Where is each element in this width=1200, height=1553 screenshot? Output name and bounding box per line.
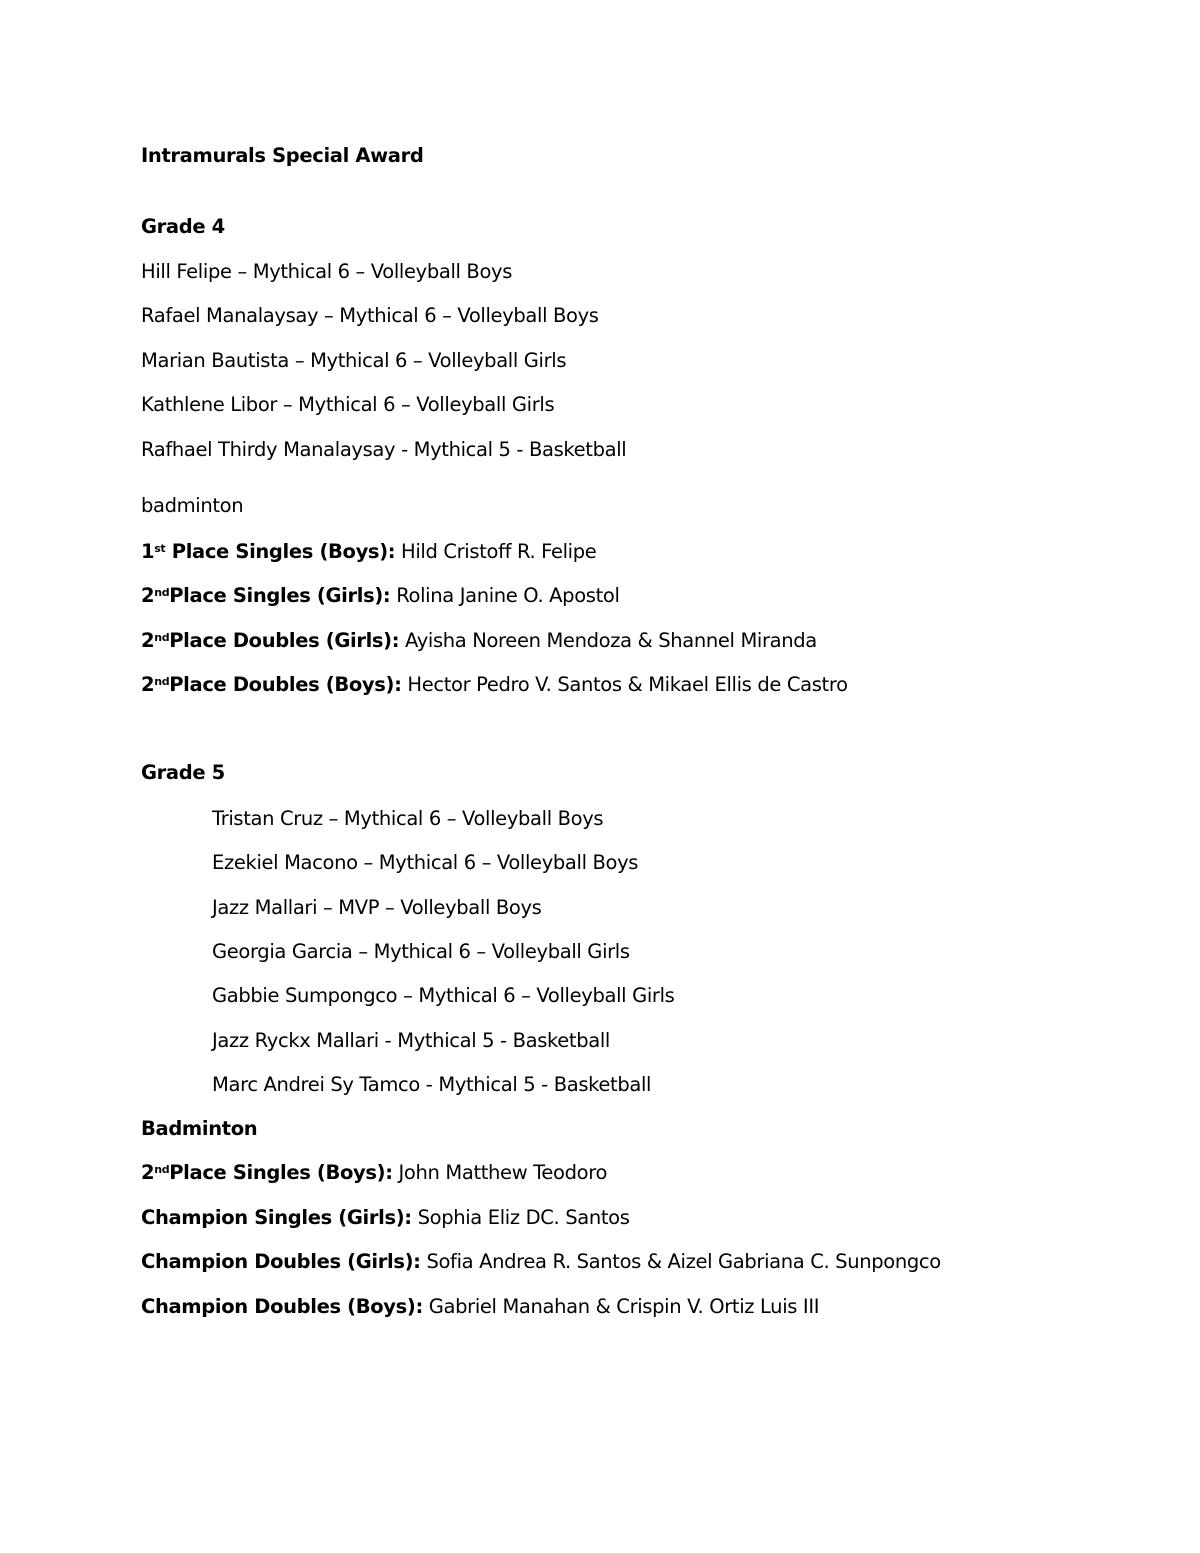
winner-names: Sofia Andrea R. Santos & Aizel Gabriana C. Sunpongco <box>420 1250 941 1273</box>
badminton-heading: badminton <box>141 494 244 517</box>
event-label: Place Doubles (Boys): <box>169 673 402 696</box>
award-line: Jazz Mallari – MVP – Volleyball Boys <box>212 896 542 919</box>
place-number: 1 <box>141 540 155 563</box>
winner-names: Ayisha Noreen Mendoza & Shannel Miranda <box>399 629 817 652</box>
award-line: Rafael Manalaysay – Mythical 6 – Volleyball Boys <box>141 304 599 327</box>
event-label: Champion Doubles (Boys): <box>141 1295 423 1318</box>
badminton-heading: Badminton <box>141 1117 258 1140</box>
winner-names: Hild Cristoff R. Felipe <box>395 540 597 563</box>
award-line: Gabbie Sumpongco – Mythical 6 – Volleyball Girls <box>212 984 675 1007</box>
place-suffix: st <box>154 542 166 555</box>
event-label: Place Singles (Boys): <box>169 1161 393 1184</box>
place-suffix: nd <box>154 586 170 599</box>
grade-5-heading: Grade 5 <box>141 761 225 784</box>
place-suffix: nd <box>154 675 170 688</box>
award-line: Kathlene Libor – Mythical 6 – Volleyball Girls <box>141 393 555 416</box>
winner-names: Rolina Janine O. Apostol <box>390 584 620 607</box>
badminton-result <box>141 540 596 564</box>
award-line: Jazz Ryckx Mallari - Mythical 5 - Basketball <box>212 1029 610 1052</box>
place-number: 2 <box>141 1161 155 1184</box>
place-number: 2 <box>141 584 155 607</box>
event-label: Place Singles (Girls): <box>169 584 391 607</box>
badminton-result <box>141 1161 607 1185</box>
badminton-result <box>141 584 620 608</box>
grade-4-heading: Grade 4 <box>141 215 225 238</box>
badminton-result <box>141 1295 819 1319</box>
badminton-result <box>141 673 848 697</box>
winner-names: Sophia Eliz DC. Santos <box>411 1206 630 1229</box>
place-number: 2 <box>141 629 155 652</box>
document-title: Intramurals Special Award <box>141 144 424 167</box>
award-line: Ezekiel Macono – Mythical 6 – Volleyball Boys <box>212 851 639 874</box>
award-line: Hill Felipe – Mythical 6 – Volleyball Boys <box>141 260 513 283</box>
badminton-result <box>141 629 817 653</box>
award-line: Georgia Garcia – Mythical 6 – Volleyball Girls <box>212 940 630 963</box>
award-line: Rafhael Thirdy Manalaysay - Mythical 5 - Basketball <box>141 438 627 461</box>
event-label: Place Singles (Boys): <box>165 540 396 563</box>
event-label: Champion Singles (Girls): <box>141 1206 412 1229</box>
badminton-result <box>141 1206 630 1230</box>
place-suffix: nd <box>154 631 170 644</box>
winner-names: Gabriel Manahan & Crispin V. Ortiz Luis III <box>422 1295 820 1318</box>
award-line: Marian Bautista – Mythical 6 – Volleyball Girls <box>141 349 567 372</box>
winner-names: Hector Pedro V. Santos & Mikael Ellis de Castro <box>401 673 848 696</box>
place-suffix: nd <box>154 1163 170 1176</box>
award-line: Tristan Cruz – Mythical 6 – Volleyball Boys <box>212 807 604 830</box>
place-number: 2 <box>141 673 155 696</box>
event-label: Champion Doubles (Girls): <box>141 1250 421 1273</box>
award-line: Marc Andrei Sy Tamco - Mythical 5 - Basketball <box>212 1073 652 1096</box>
badminton-result <box>141 1250 941 1274</box>
winner-names: John Matthew Teodoro <box>392 1161 608 1184</box>
event-label: Place Doubles (Girls): <box>169 629 400 652</box>
